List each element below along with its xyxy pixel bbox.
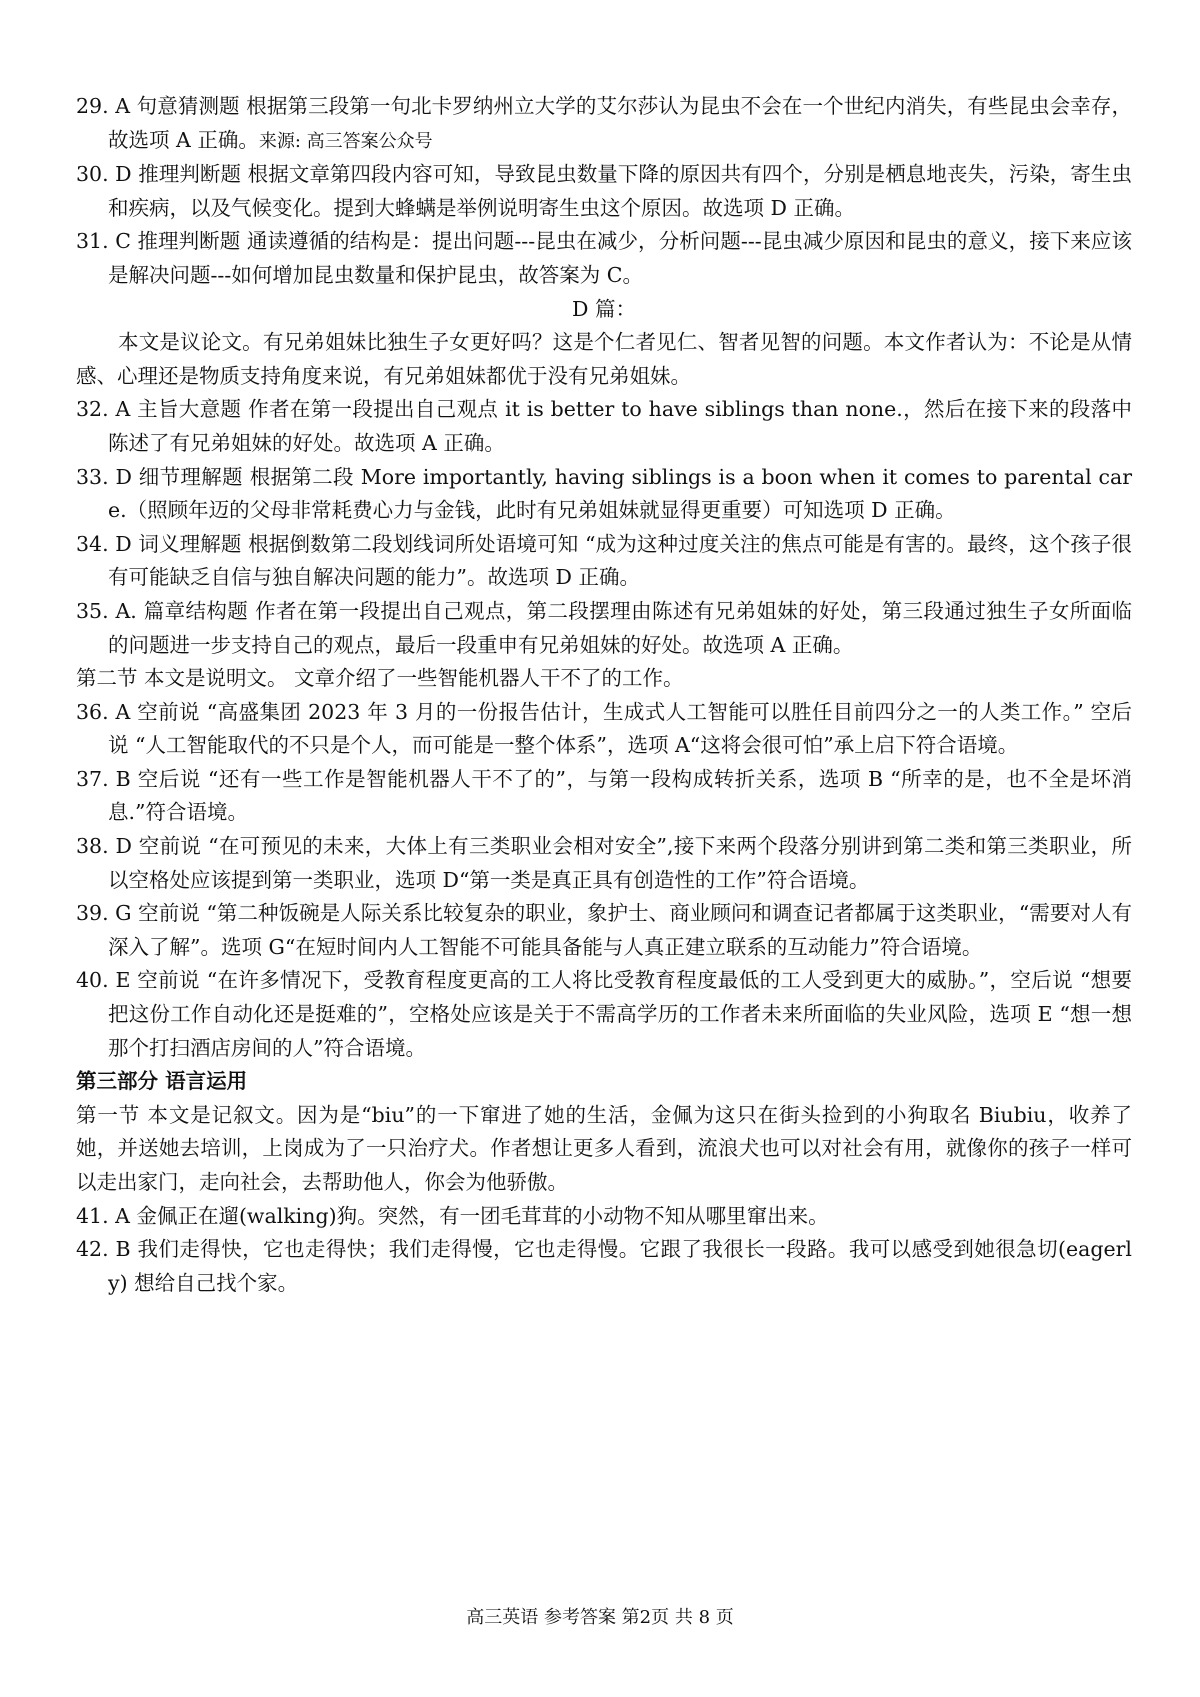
answer-paragraph [76, 830, 1132, 897]
answer-paragraph [76, 696, 1132, 763]
answer-paragraph [76, 1200, 1132, 1234]
paragraph-text: 本文是议论文。有兄弟姐妹比独生子女更好吗？这是个仁者见仁、智者见智的问题。本文作者认为：不论是从情感、心理还是物质支持角度来说，有兄弟姐妹都优于没有兄弟姐妹。 [76, 330, 1132, 388]
paragraph-text: 41. A 金佩正在遛(walking)狗。突然，有一团毛茸茸的小动物不知从哪里窜出来。 [76, 1203, 829, 1228]
paragraph-text: 42. B 我们走得快，它也走得快；我们走得慢，它也走得慢。它跟了我很长一段路。我可以感受到她很急切(eagerly) 想给自己找个家。 [76, 1237, 1132, 1295]
answer-paragraph [76, 326, 1132, 393]
answer-paragraph [76, 90, 1132, 158]
paragraph-text: 38. D 空前说 “在可预见的未来，大体上有三类职业会相对安全”,接下来两个段落分别讲到第二类和第三类职业，所以空格处应该提到第一类职业，选项 D“第一类是真正具有创造性的工作”符合语境。 [76, 834, 1132, 892]
answer-paragraph [76, 1099, 1132, 1200]
answer-paragraph [76, 393, 1132, 460]
paragraph-text: 29. A 句意猜测题 根据第三段第一句北卡罗纳州立大学的艾尔莎认为昆虫不会在一个世纪内消失，有些昆虫会幸存，故选项 A 正确。 [76, 94, 1132, 152]
answer-paragraph [76, 158, 1132, 225]
answer-paragraph [76, 461, 1132, 528]
answer-paragraph [76, 595, 1132, 662]
paragraph-text: 39. G 空前说 “第二种饭碗是人际关系比较复杂的职业，象护士、商业顾问和调查记者都属于这类职业，“需要对人有深入了解”。选项 G“在短时间内人工智能不可能具备能与人真正建立联系的互动能力”符合语境。 [76, 901, 1132, 959]
answer-document [76, 90, 1132, 1300]
paragraph-text: 34. D 词义理解题 根据倒数第二段划线词所处语境可知 “成为这种过度关注的焦点可能是有害的。最终，这个孩子很有可能缺乏自信与独自解决问题的能力”。故选项 D 正确。 [76, 531, 1132, 590]
paragraph-text: 30. D 推理判断题 根据文章第四段内容可知，导致昆虫数量下降的原因共有四个，分别是栖息地丧失，污染，寄生虫和疾病，以及气候变化。提到大蜂螨是举例说明寄生虫这个原因。故选项 D 正确。 [76, 162, 1132, 220]
paragraph-text: 第一节 本文是记叙文。因为是“biu”的一下窜进了她的生活，金佩为这只在街头捡到的小狗取名 Biubiu，收养了她，并送她去培训，上岗成为了一只治疗犬。作者想让更多人看到，流浪犬也可以对社会有用，就像你的孩子一样可以走出家门，走向社会，去帮助他人，你会为他骄傲。 [76, 1102, 1132, 1194]
paragraph-text: 37. B 空后说 “还有一些工作是智能机器人干不了的”，与第一段构成转折关系，选项 B “所幸的是，也不全是坏消息.”符合语境。 [76, 766, 1132, 825]
answer-paragraph [76, 662, 1132, 696]
paragraph-text: 32. A 主旨大意题 作者在第一段提出自己观点 it is better to have siblings than none.，然后在接下来的段落中陈述了有兄弟姐妹的好处。故选项 A 正确。 [76, 397, 1132, 455]
paragraph-text: D 篇： [572, 296, 636, 321]
answer-paragraph [76, 293, 1132, 327]
paragraph-text: 33. D 细节理解题 根据第二段 More importantly, having siblings is a boon when it comes to parental care.（照顾年迈的父母非常耗费心力与金钱，此时有兄弟姐妹就显得更重要）可知选项 D 正确。 [76, 464, 1132, 523]
paragraph-text: 第三部分 语言运用 [76, 1069, 248, 1094]
source-note: 来源: 高三答案公众号 [258, 130, 433, 152]
answer-paragraph [76, 897, 1132, 964]
page-footer: 高三英语 参考答案 第2页 共 8 页 [466, 1607, 734, 1628]
answer-paragraph [76, 763, 1132, 830]
answer-paragraph [76, 1233, 1132, 1300]
paragraph-text: 35. A. 篇章结构题 作者在第一段提出自己观点，第二段摆理由陈述有兄弟姐妹的好处，第三段通过独生子女所面临的问题进一步支持自己的观点，最后一段重申有兄弟姐妹的好处。故选项 A 正确。 [76, 598, 1132, 657]
paragraph-text: 31. C 推理判断题 通读遵循的结构是：提出问题---昆虫在减少，分析问题---昆虫减少原因和昆虫的意义，接下来应该是解决问题---如何增加昆虫数量和保护昆虫，故答案为 C。 [76, 229, 1132, 287]
paragraph-text: 第二节 本文是说明文。 文章介绍了一些智能机器人干不了的工作。 [76, 666, 684, 691]
paragraph-text: 36. A 空前说 “高盛集团 2023 年 3 月的一份报告估计，生成式人工智能可以胜任目前四分之一的人类工作。” 空后说 “人工智能取代的不只是个人，而可能是一整个体系”，选项 A“这将会很可怕”承上启下符合语境。 [76, 699, 1132, 758]
answer-paragraph [76, 528, 1132, 595]
answer-paragraph [76, 225, 1132, 292]
answer-paragraph [76, 1065, 1132, 1099]
answer-paragraph [76, 964, 1132, 1065]
paragraph-text: 40. E 空前说 “在许多情况下，受教育程度更高的工人将比受教育程度最低的工人受到更大的威胁。”，空后说 “想要把这份工作自动化还是挺难的”，空格处应该是关于不需高学历的工作者未来所面临的失业风险，选项 E “想一想那个打扫酒店房间的人”符合语境。 [76, 968, 1132, 1060]
